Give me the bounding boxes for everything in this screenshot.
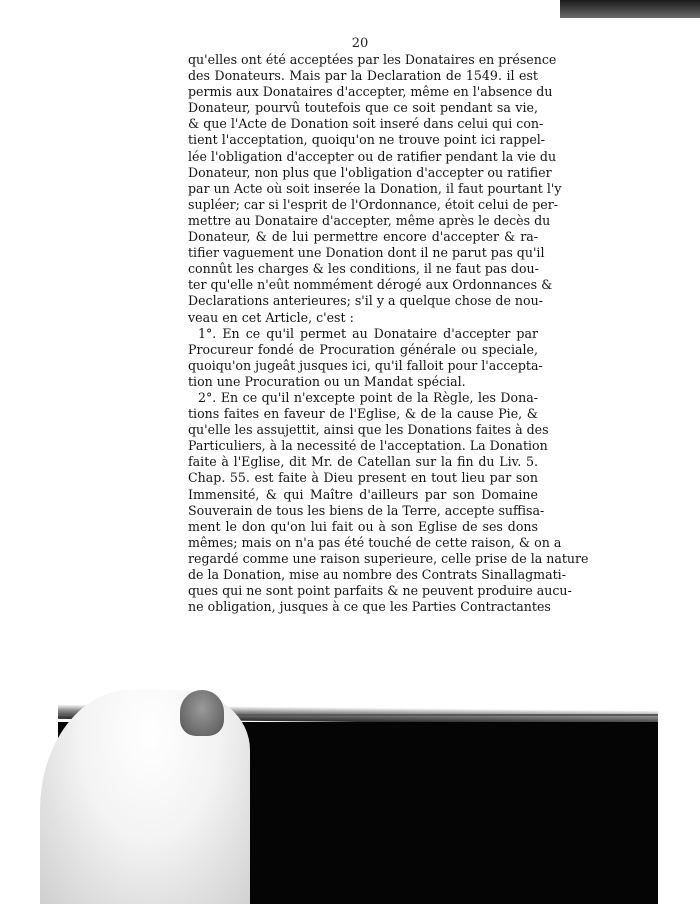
scan-margin-right bbox=[658, 690, 700, 904]
scan-shadow-top-right bbox=[560, 0, 700, 18]
text-line: tifier vaguement une Donation dont il ne parut pas qu'il bbox=[188, 245, 545, 261]
text-line: faite à l'Eglise, dit Mr. de Catellan sur la fin du Liv. 5. bbox=[188, 454, 538, 470]
text-line: & que l'Acte de Donation soit inseré dans celui qui con- bbox=[188, 116, 544, 132]
text-line: de la Donation, mise au nombre des Contrats Sinallagmati- bbox=[188, 567, 566, 582]
text-line: quoiqu'on jugeât jusques ici, qu'il falloit pour l'accepta- bbox=[188, 357, 543, 373]
text-line: ne obligation, jusques à ce que les Parties Contractantes bbox=[188, 599, 551, 615]
text-line: Donateur, non plus que l'obligation d'accepter ou ratifier bbox=[188, 164, 552, 180]
text-line: Donateur, pourvû toutefois que ce soit pendant sa vie, bbox=[188, 100, 538, 116]
thumbnail-nail-image bbox=[180, 690, 224, 736]
text-line: supléer; car si l'esprit de l'Ordonnance, étoit celui de per- bbox=[188, 196, 559, 212]
text-line: qu'elle les assujettit, ainsi que les Donations faites à des bbox=[188, 422, 549, 438]
text-line: tient l'acceptation, quoiqu'on ne trouve point ici rappel- bbox=[188, 132, 546, 148]
page-text bbox=[188, 52, 589, 615]
text-line: ment le don qu'on lui fait ou à son Eglise de ses dons bbox=[188, 518, 538, 534]
text-line: qu'elles ont été acceptées par les Donataires en présence bbox=[188, 52, 557, 67]
text-line: ques qui ne sont point parfaits & ne peuvent produire aucu- bbox=[188, 583, 572, 599]
page-number: 20 bbox=[351, 36, 369, 51]
text-line: permis aux Donataires d'accepter, même en l'absence du bbox=[188, 84, 553, 100]
book-page bbox=[150, 22, 589, 632]
text-line: connût les charges & les conditions, il ne faut pas dou- bbox=[188, 261, 539, 277]
text-line: Donateur, & de lui permettre encore d'accepter & ra- bbox=[188, 229, 538, 245]
text-line: 1°. En ce qu'il permet au Donataire d'accepter par bbox=[198, 325, 538, 341]
text-line: Chap. 55. est faite à Dieu present en tout lieu par son bbox=[188, 470, 538, 486]
text-line: Souverain de tous les biens de la Terre, accepte suffisa- bbox=[188, 502, 545, 518]
text-line: lée l'obligation d'accepter ou de ratifier pendant la vie du bbox=[188, 148, 557, 164]
text-line: Declarations anterieures; s'il y a quelque chose de nou- bbox=[188, 293, 543, 309]
text-line: des Donateurs. Mais par la Declaration de 1549. il est bbox=[188, 68, 538, 84]
text-line: regardé comme une raison superieure, celle prise de la nature bbox=[188, 550, 589, 566]
text-line: Immensité, & qui Maître d'ailleurs par son Domaine bbox=[188, 486, 538, 502]
text-line: Particuliers, à la necessité de l'acceptation. La Donation bbox=[188, 438, 548, 454]
text-line: veau en cet Article, c'est : bbox=[188, 309, 354, 325]
text-line: par un Acte où soit inserée la Donation, il faut pourtant l'y bbox=[188, 180, 562, 196]
text-line: tions faites en faveur de l'Eglise, & de la cause Pie, & bbox=[188, 406, 538, 422]
text-line: Procureur fondé de Procuration générale ou speciale, bbox=[188, 341, 538, 357]
text-line: ter qu'elle n'eût nommément dérogé aux Ordonnances & bbox=[188, 277, 553, 293]
text-line: mettre au Donataire d'accepter, même après le decès du bbox=[188, 212, 551, 228]
text-line: 2°. En ce qu'il n'excepte point de la Règle, les Dona- bbox=[198, 389, 538, 405]
text-line: mêmes; mais on n'a pas été touché de cette raison, & on a bbox=[188, 534, 562, 550]
text-line: tion une Procuration ou un Mandat spécial. bbox=[188, 373, 466, 389]
